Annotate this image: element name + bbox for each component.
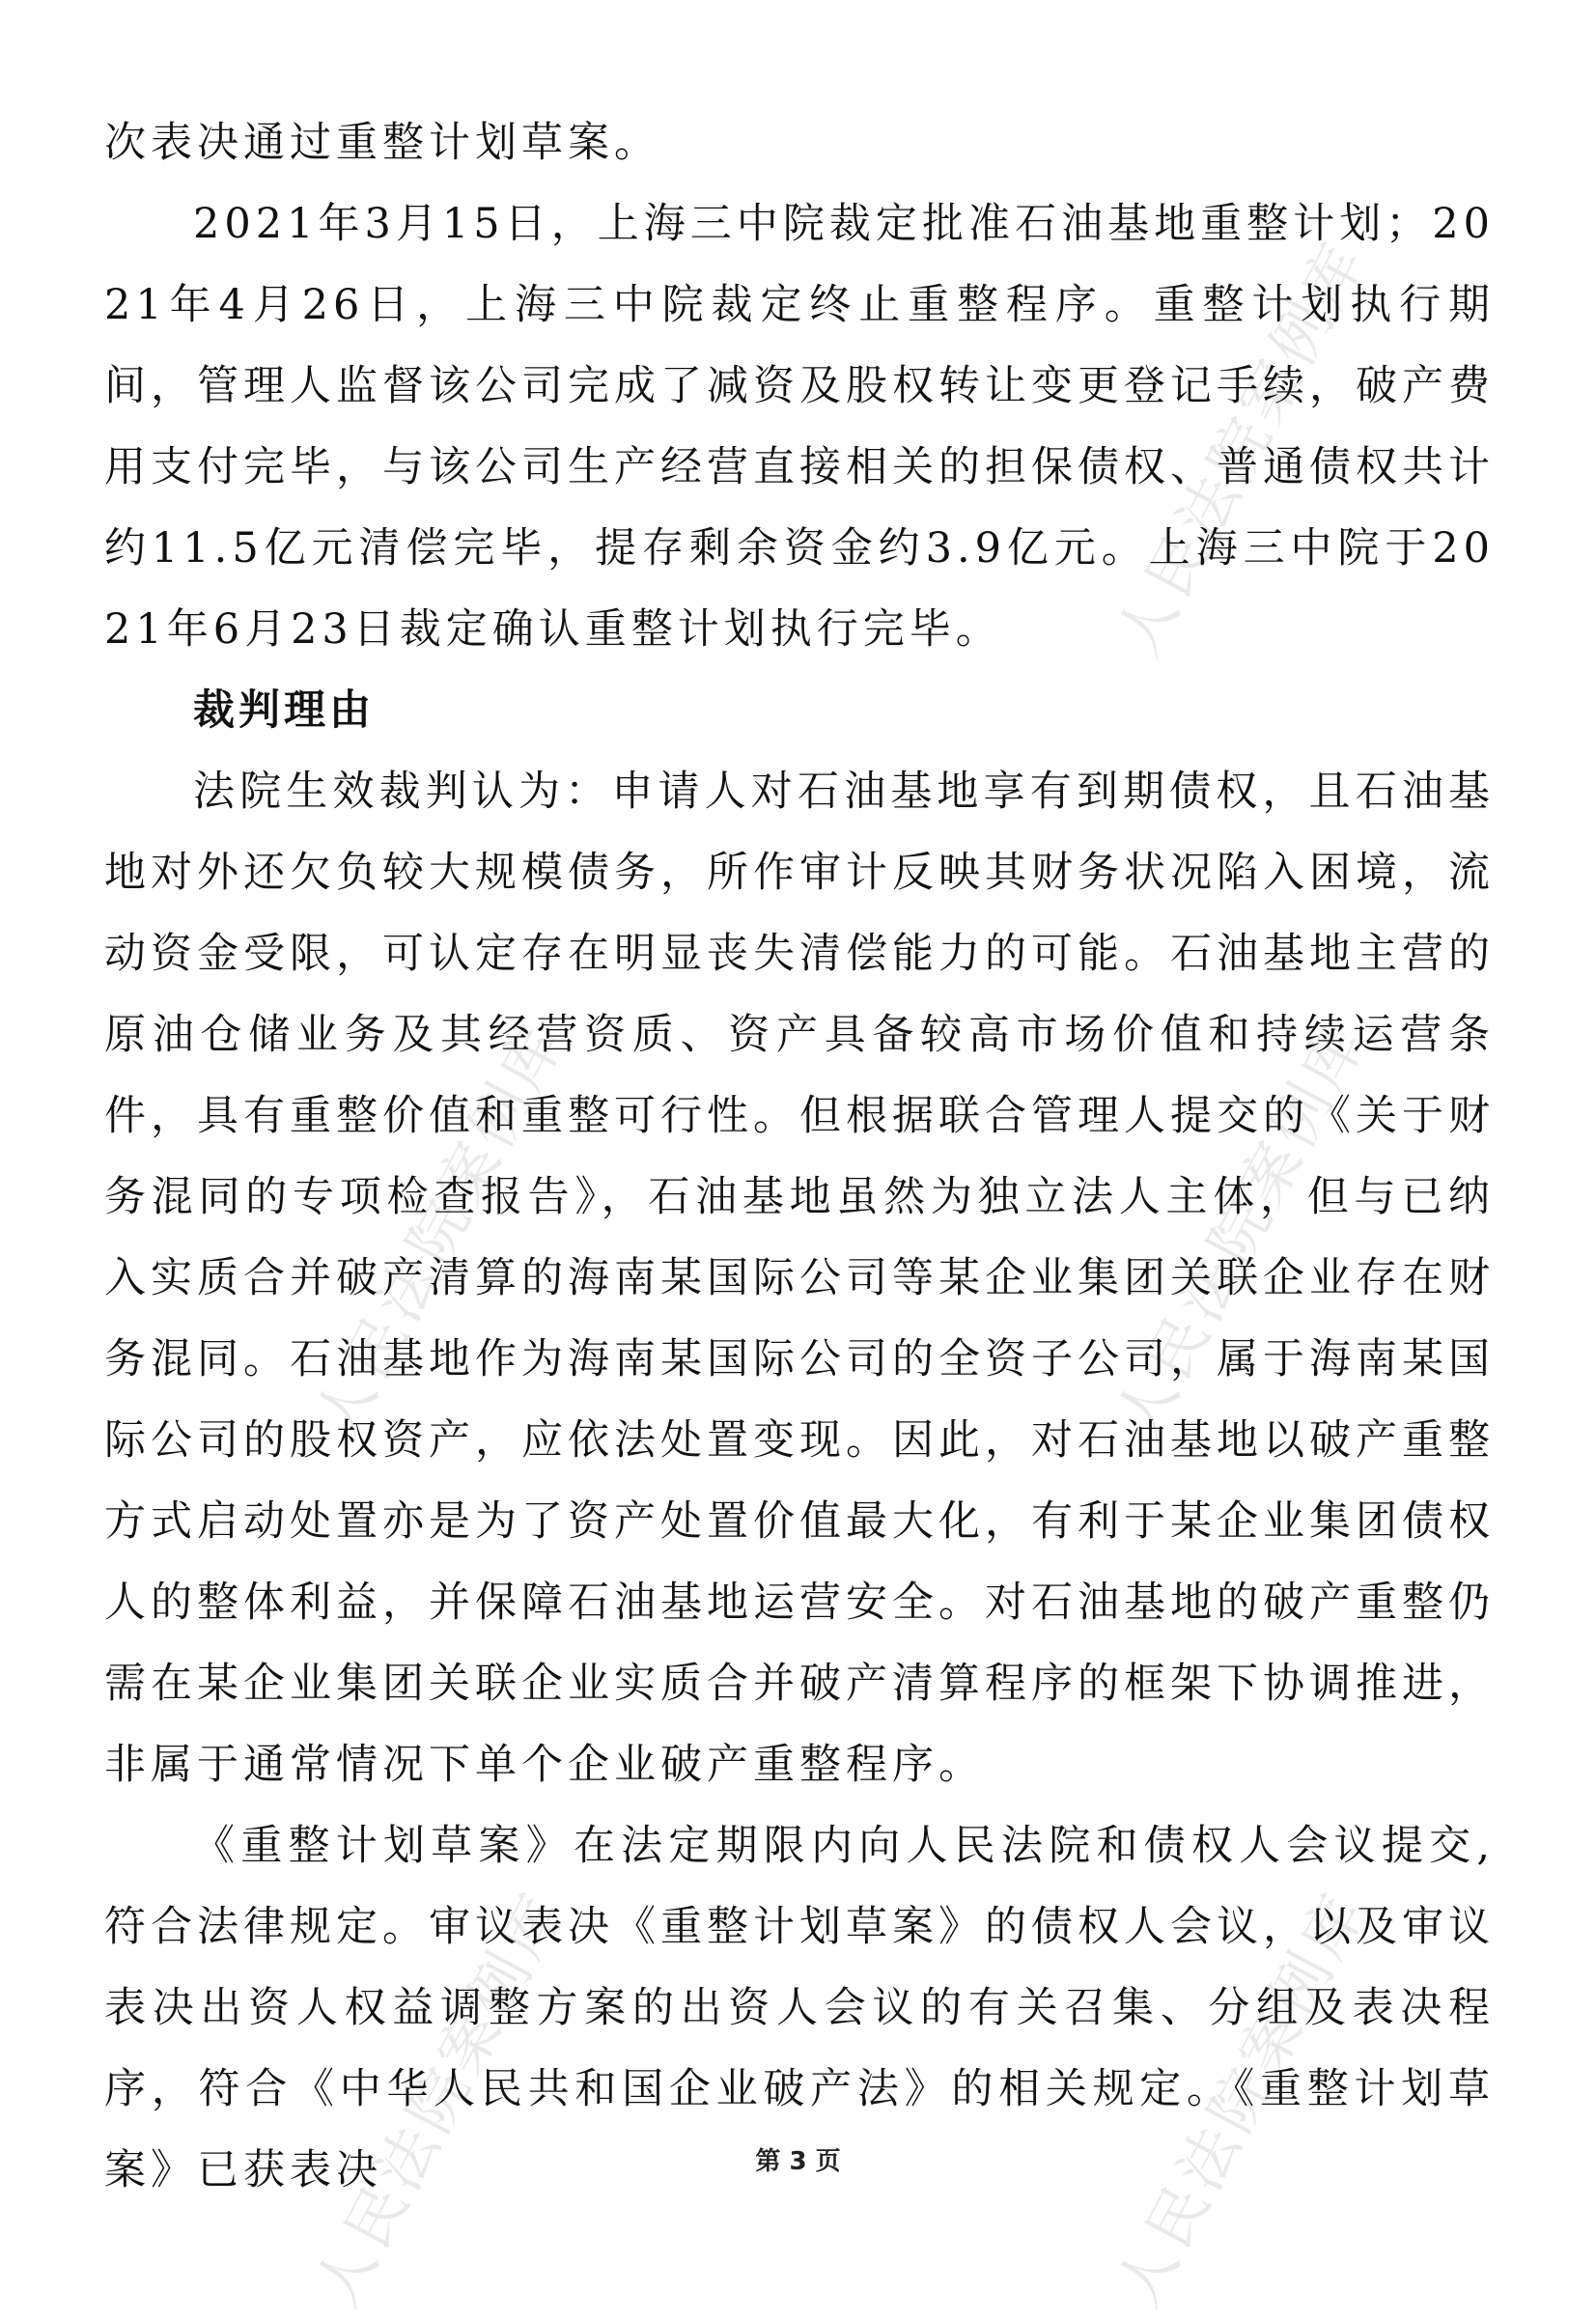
watermark: 人民法院案例库 [1102, 227, 1381, 667]
watermark: 人民法院案例库 [300, 1009, 579, 1449]
watermark: 人民法院案例库 [1102, 1878, 1381, 2318]
paragraph-continuation: 次表决通过重整计划草案。 [104, 119, 660, 167]
watermark: 人民法院案例库 [1102, 1009, 1381, 1449]
watermark: 人民法院案例库 [300, 1878, 579, 2318]
document-body [104, 102, 1495, 2211]
section-heading-judgment-reasons: 裁判理由 [193, 686, 375, 735]
paragraph-reorganization-plan-draft: 《重整计划草案》在法定期限内向人民法院和债权人会议提交,符合法律规定。审议表决《重整计划草案》的债权人会议，以及审议表决出资人权益调整方案的出资人会议的有关召集、分组及表决程序，符合《中华人民共和国企业破产法》的相关规定。《重整计划草案》已获表决 [104, 1822, 1495, 2194]
paragraph-reorganization-timeline: 2021年3月15日，上海三中院裁定批准石油基地重整计划；2021年4月26日，上海三中院裁定终止重整程序。重整计划执行期间，管理人监督该公司完成了减资及股权转让变更登记手续，破产费用支付完毕，与该公司生产经营直接相关的担保债权、普通债权共计约11.5亿元清偿完毕，提存剩余资金约3.9亿元。上海三中院于2021年6月23日裁定确认重整计划执行完毕。 [104, 200, 1495, 654]
paragraph-court-reasoning: 法院生效裁判认为：申请人对石油基地享有到期债权，且石油基地对外还欠负较大规模债务，所作审计反映其财务状况陷入困境，流动资金受限，可认定存在明显丧失清偿能力的可能。石油基地主营的原油仓储业务及其经营资质、资产具备较高市场价值和持续运营条件，具有重整价值和重整可行性。但根据联合管理人提交的《关于财务混同的专项检查报告》，石油基地虽然为独立法人主体，但与已纳入实质合并破产清算的海南某国际公司等某企业集团关联企业存在财务混同。石油基地作为海南某国际公司的全资子公司，属于海南某国际公司的股权资产，应依法处置变现。因此，对石油基地以破产重整方式启动处置亦是为了资产处置价值最大化，有利于某企业集团债权人的整体利益，并保障石油基地运营安全。对石油基地的破产重整仍需在某企业集团关联企业实质合并破产清算程序的框架下协调推进，非属于通常情况下单个企业破产重整程序。 [104, 768, 1495, 1789]
page-number: 第 3 页 [755, 2147, 841, 2176]
